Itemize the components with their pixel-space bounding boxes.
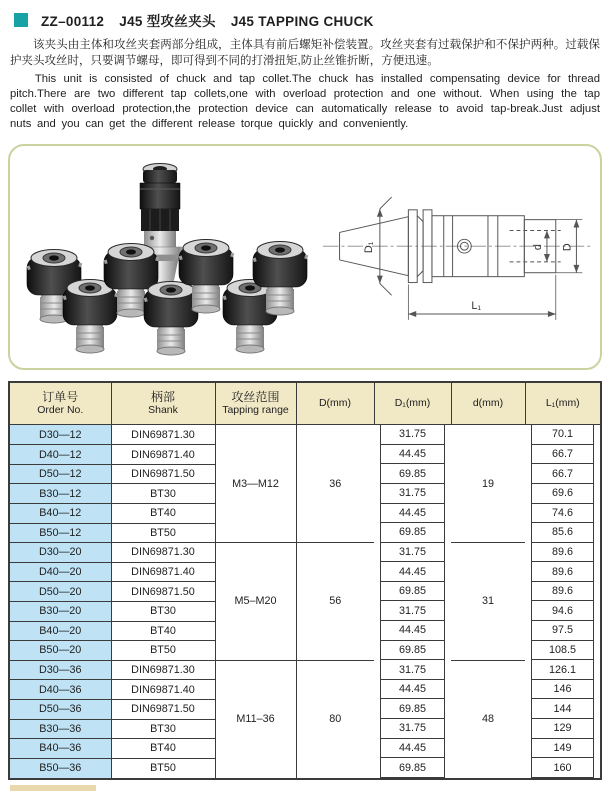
product-photo — [10, 151, 315, 363]
D1-cell — [374, 562, 451, 582]
D-cell: 56 — [296, 543, 374, 661]
col-header-range-cn: 攻丝范围 — [231, 389, 280, 404]
L1-cell — [525, 601, 601, 621]
L1-cell — [525, 699, 601, 719]
L1-value: 144 — [531, 699, 594, 719]
title-english: J45 TAPPING CHUCK — [230, 14, 374, 29]
D1-value: 44.45 — [380, 680, 445, 700]
D1-cell — [374, 582, 451, 602]
intro-paragraph-en: This unit is consisted of chuck and tap collet.The chuck has installed compensating device for thread pitch.There are two different tap collets,one with overload protection and one without. When using the tap collet with overload protection,the protection device can automatically release to avoid tap-break.Just adjust nuts and you can get the different release torque quickly and conveniently. — [10, 73, 600, 130]
L1-value: 69.6 — [531, 484, 594, 504]
footer-strip — [10, 785, 96, 791]
L1-cell — [525, 641, 601, 661]
order-no-cell: D30—12 — [9, 425, 111, 445]
L1-cell — [525, 621, 601, 641]
col-header-L1 — [525, 382, 601, 425]
shank-cell: DIN69871.30 — [111, 660, 215, 680]
D1-value: 69.85 — [380, 464, 445, 484]
product-code: ZZ–00112 — [41, 14, 105, 29]
L1-value: 149 — [531, 739, 594, 759]
D1-value: 69.85 — [380, 523, 445, 543]
col-header-order — [9, 382, 111, 425]
col-header-order-en: Order No. — [37, 403, 84, 416]
col-header-L1-label: L₁(mm) — [545, 396, 580, 409]
L1-value: 94.6 — [531, 601, 594, 621]
shank-cell: DIN69871.40 — [111, 680, 215, 700]
D1-cell — [374, 601, 451, 621]
col-header-D1 — [374, 382, 451, 425]
table-row — [9, 425, 601, 445]
L1-cell — [525, 739, 601, 759]
col-header-range-en: Tapping range — [222, 403, 289, 416]
D1-value: 44.45 — [380, 504, 445, 524]
D1-cell — [374, 641, 451, 661]
order-no-cell: B30—12 — [9, 484, 111, 504]
L1-cell — [525, 758, 601, 779]
L1-cell — [525, 504, 601, 524]
D1-cell — [374, 425, 451, 445]
shank-cell: BT40 — [111, 621, 215, 641]
d-cell: 19 — [451, 425, 525, 543]
tapping-range-cell: M5–M20 — [215, 543, 296, 661]
L1-value: 160 — [531, 758, 594, 778]
section-marker-icon — [14, 13, 28, 27]
D1-cell — [374, 680, 451, 700]
shank-cell: DIN69871.30 — [111, 543, 215, 563]
L1-value: 129 — [531, 719, 594, 739]
shank-cell: BT50 — [111, 641, 215, 661]
order-no-cell: D50—12 — [9, 464, 111, 484]
col-header-shank — [111, 382, 215, 425]
col-header-D-label: D(mm) — [318, 396, 352, 409]
D1-value: 31.75 — [380, 484, 445, 504]
D1-cell — [374, 758, 451, 779]
col-header-order-cn: 订单号 — [42, 389, 79, 404]
D1-value: 31.75 — [380, 543, 445, 563]
D1-cell — [374, 504, 451, 524]
tapping-range-cell: M11–36 — [215, 660, 296, 779]
D1-cell — [374, 484, 451, 504]
shank-cell: BT30 — [111, 484, 215, 504]
D-cell: 36 — [296, 425, 374, 543]
shank-cell: DIN69871.50 — [111, 699, 215, 719]
L1-value: 146 — [531, 680, 594, 700]
table-row — [9, 660, 601, 680]
dimension-l1 — [408, 274, 555, 319]
col-header-d — [451, 382, 525, 425]
order-no-cell: D30—36 — [9, 660, 111, 680]
L1-cell — [525, 562, 601, 582]
label-d1: D₁ — [363, 241, 375, 253]
D1-cell — [374, 660, 451, 680]
label-D: D — [561, 242, 574, 251]
L1-value: 126.1 — [531, 660, 594, 680]
L1-cell — [525, 464, 601, 484]
order-no-cell: B30—36 — [9, 719, 111, 739]
shank-cell: DIN69871.40 — [111, 445, 215, 465]
table-header-row — [9, 382, 601, 425]
D-cell: 80 — [296, 660, 374, 779]
order-no-cell: B40—12 — [9, 504, 111, 524]
L1-cell — [525, 582, 601, 602]
D1-cell — [374, 543, 451, 563]
page-title — [41, 10, 385, 30]
D1-value: 44.45 — [380, 445, 445, 465]
shank-cell: BT30 — [111, 719, 215, 739]
L1-value: 66.7 — [531, 445, 594, 465]
order-no-cell: D40—12 — [9, 445, 111, 465]
order-no-cell: D50—20 — [9, 582, 111, 602]
L1-value: 89.6 — [531, 562, 594, 582]
D1-value: 69.85 — [380, 582, 445, 602]
L1-value: 97.5 — [531, 621, 594, 641]
table-row — [9, 543, 601, 563]
label-d: d — [532, 243, 545, 250]
shank-cell: DIN69871.50 — [111, 582, 215, 602]
product-image-panel — [8, 144, 602, 370]
L1-value: 108.5 — [531, 641, 594, 661]
dimension-d — [532, 230, 550, 261]
col-header-range — [215, 382, 296, 425]
order-no-cell: B50—36 — [9, 758, 111, 779]
L1-cell — [525, 660, 601, 680]
D1-value: 44.45 — [380, 739, 445, 759]
D1-cell — [374, 699, 451, 719]
D1-cell — [374, 464, 451, 484]
order-no-cell: B50—12 — [9, 523, 111, 543]
L1-cell — [525, 680, 601, 700]
d-cell: 31 — [451, 543, 525, 661]
order-no-cell: D40—20 — [9, 562, 111, 582]
order-no-cell: B50—20 — [9, 641, 111, 661]
D1-value: 31.75 — [380, 601, 445, 621]
D1-cell — [374, 739, 451, 759]
intro-paragraph-cn: 该夹头由主体和攻丝夹套两部分组成，主体具有前后螺矩补偿装置。攻丝夹套有过载保护和不保护两种。过载保护夹头攻丝时，只要调节螺母，即可得到不同的打滑扭矩,防止丝锥折断，方便迅速。 — [10, 39, 600, 67]
D1-value: 69.85 — [380, 758, 445, 778]
L1-cell — [525, 719, 601, 739]
D1-cell — [374, 719, 451, 739]
col-header-D1-label: D₁(mm) — [394, 396, 431, 409]
D1-cell — [374, 523, 451, 543]
spec-table — [8, 381, 602, 780]
L1-value: 74.6 — [531, 504, 594, 524]
title-chinese: J45 型攻丝夹头 — [119, 14, 216, 29]
order-no-cell: B40—20 — [9, 621, 111, 641]
shank-cell: DIN69871.40 — [111, 562, 215, 582]
L1-cell — [525, 543, 601, 563]
L1-cell — [525, 484, 601, 504]
page-header — [0, 0, 610, 30]
technical-drawing — [315, 151, 600, 363]
shank-cell: BT40 — [111, 504, 215, 524]
order-no-cell: B30—20 — [9, 601, 111, 621]
L1-value: 85.6 — [531, 523, 594, 543]
D1-cell — [374, 445, 451, 465]
tapping-range-cell: M3—M12 — [215, 425, 296, 543]
shank-cell: DIN69871.30 — [111, 425, 215, 445]
D1-value: 31.75 — [380, 425, 445, 445]
D1-value: 31.75 — [380, 719, 445, 739]
L1-cell — [525, 445, 601, 465]
L1-value: 89.6 — [531, 582, 594, 602]
L1-cell — [525, 523, 601, 543]
L1-cell — [525, 425, 601, 445]
D1-value: 44.45 — [380, 562, 445, 582]
shank-cell: DIN69871.50 — [111, 464, 215, 484]
order-no-cell: D30—20 — [9, 543, 111, 563]
D1-value: 44.45 — [380, 621, 445, 641]
label-l1: L₁ — [471, 299, 482, 312]
shank-cell: BT30 — [111, 601, 215, 621]
order-no-cell: D50—36 — [9, 699, 111, 719]
shank-cell: BT40 — [111, 739, 215, 759]
L1-value: 66.7 — [531, 464, 594, 484]
col-header-D — [296, 382, 374, 425]
D1-value: 69.85 — [380, 699, 445, 719]
tap-collet-photo — [144, 281, 200, 355]
D1-value: 69.85 — [380, 641, 445, 661]
L1-value: 70.1 — [531, 425, 594, 445]
order-no-cell: D40—36 — [9, 680, 111, 700]
shank-cell: BT50 — [111, 758, 215, 779]
order-no-cell: B40—36 — [9, 739, 111, 759]
shank-cell: BT50 — [111, 523, 215, 543]
col-header-d-label: d(mm) — [472, 396, 504, 409]
col-header-shank-en: Shank — [148, 403, 178, 416]
tap-collet-photo — [63, 279, 119, 353]
d-cell: 48 — [451, 660, 525, 779]
L1-value: 89.6 — [531, 543, 594, 563]
D1-cell — [374, 621, 451, 641]
col-header-shank-cn: 柄部 — [150, 389, 175, 404]
D1-value: 31.75 — [380, 660, 445, 680]
